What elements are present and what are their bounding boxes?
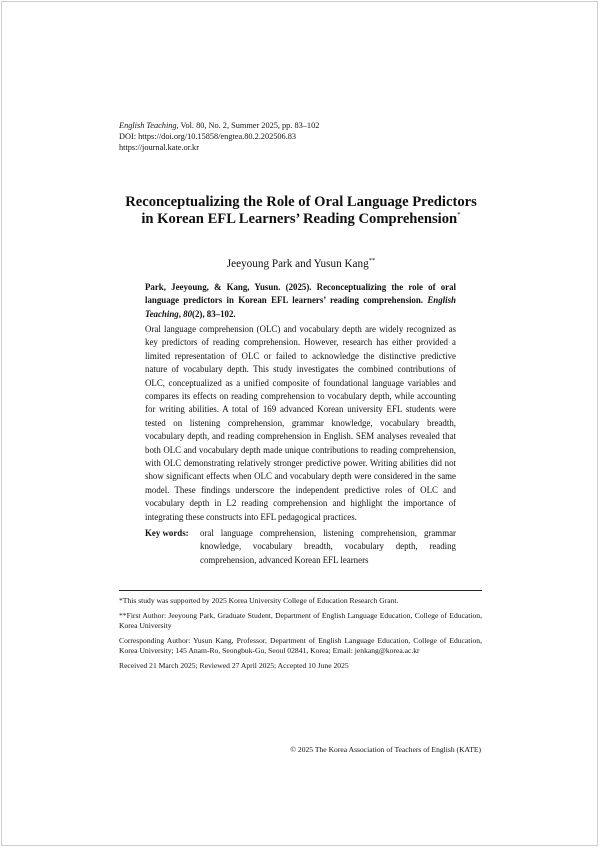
paper-title	[100, 194, 502, 228]
footnote-divider	[119, 590, 482, 591]
citation-journal: English Teaching	[145, 295, 456, 319]
citation-sep: ,	[178, 308, 184, 319]
citation-tail: (2), 83–102.	[192, 308, 236, 319]
citation-text: Park, Jeeyoung, & Kang, Yusun. (2025). Reconceptualizing the role of oral language predictors in Korean EFL learners’ reading comprehension.	[145, 282, 456, 306]
author-line	[100, 257, 502, 271]
author-footnote-mark: **	[368, 257, 376, 264]
doi-line[interactable]: DOI: https://doi.org/10.15858/engtea.80.2.202506.83	[119, 131, 297, 141]
title-line-1: Reconceptualizing the Role of Oral Language Predictors	[125, 194, 477, 210]
journal-issue-line	[119, 121, 319, 132]
footnotes	[119, 596, 482, 676]
copyright: © 2025 The Korea Association of Teachers of English (KATE)	[290, 745, 481, 754]
footnote-corresponding: Corresponding Author: Yusun Kang, Professor, Department of English Language Education, College of Education, Korea University; 145 Anam-Ro, Seongbuk-Gu, Seoul 02841, Korea; Email: jenkang@korea.ac.kr	[119, 635, 482, 656]
title-line-2-text: in Korean EFL Learners’ Reading Comprehension	[141, 211, 458, 228]
journal-header	[119, 121, 319, 153]
keywords-label: Key words:	[145, 528, 189, 538]
abstract: Oral language comprehension (OLC) and vocabulary depth are widely recognized as key predictors of reading comprehension. However, research has either provided a limited representation of OLC or failed to acknowledge the distinctive predictive nature of vocabulary depth. This study investigates the combined contributions of OLC, conceptualized as a unified composite of foundational language variables and compares its effects on reading comprehension to vocabulary depth, while accounting for writing abilities. A total of 169 advanced Korean university EFL students were tested on listening comprehension, grammar knowledge, vocabulary breadth, vocabulary depth, and reading comprehension in English. SEM analyses revealed that both OLC and vocabulary depth made unique contributions to reading comprehension, with OLC demonstrating relatively stronger predictive power. Writing abilities did not show significant effects when OLC and vocabulary depth were considered in the same model. These findings underscore the independent predictive roles of OLC and vocabulary depth in L2 reading comprehension and highlight the importance of integrating these constructs into EFL pedagogical practices.	[145, 324, 456, 522]
citation	[145, 281, 456, 321]
title-footnote-mark: *	[457, 211, 461, 220]
keywords-text: oral language comprehension, listening comprehension, grammar knowledge, vocabulary breadth, vocabulary depth, reading comprehension, advanced Korean EFL learners	[200, 528, 456, 565]
author-names: Jeeyoung Park and Yusun Kang	[226, 258, 369, 270]
citation-volume: 80	[183, 308, 193, 319]
footnote-first-author: **First Author: Jeeyoung Park, Graduate Student, Department of English Language Education, College of Education, Korea University	[119, 610, 482, 631]
journal-url[interactable]: https://journal.kate.or.kr	[119, 142, 199, 152]
footnote-funding: *This study was supported by 2025 Korea University College of Education Research Grant.	[119, 596, 399, 605]
journal-name: English Teaching	[119, 121, 177, 130]
title-line-2	[100, 211, 502, 228]
issue-info: , Vol. 80, No. 2, Summer 2025, pp. 83–102	[176, 121, 320, 130]
footnote-dates: Received 21 March 2025; Reviewed 27 April 2025; Accepted 10 June 2025	[119, 660, 349, 670]
